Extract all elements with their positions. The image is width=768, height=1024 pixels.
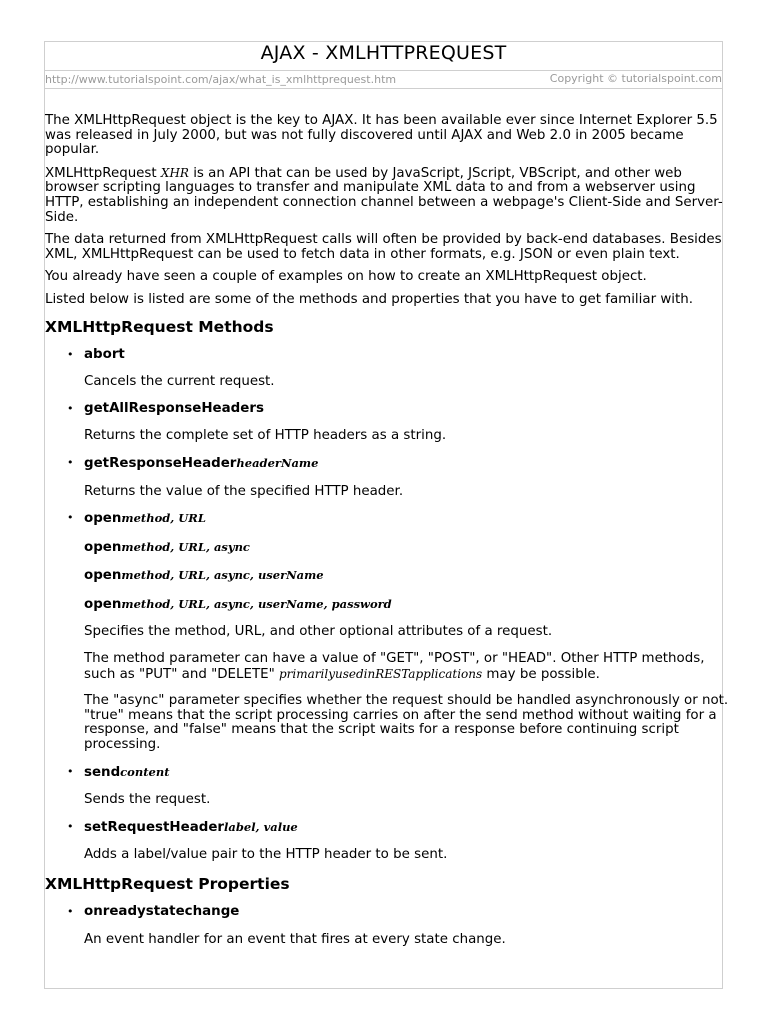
bullet-icon: •	[67, 905, 74, 918]
method-description: The "async" parameter specifies whether the request should be handled asynchronously or not. "true" means that the script processing carries on after the send method without waiting for a response, and "false" means that the script waits for a response before continuing script processing.	[84, 693, 729, 753]
header-divider	[45, 88, 722, 89]
bullet-icon: •	[67, 347, 74, 361]
bullet-icon: •	[67, 401, 74, 415]
listed-below-paragraph: Listed below is listed are some of the methods and properties that you have to get familiar with.	[45, 291, 694, 307]
methods-list	[45, 348, 729, 863]
method-name: abort	[84, 346, 125, 362]
title-divider	[45, 70, 722, 71]
source-url[interactable]: http://www.tutorialspoint.com/ajax/what_is_xmlhttprequest.htm	[45, 73, 397, 86]
method-name: open	[84, 539, 122, 555]
method-args: content	[120, 764, 170, 779]
method-args: method, URL, async, userName, password	[121, 596, 392, 611]
method-description: Specifies the method, URL, and other optional attributes of a request.	[84, 624, 553, 640]
bullet-icon: •	[67, 455, 74, 469]
method-item-send	[45, 765, 729, 808]
copyright-notice: Copyright © tutorialspoint.com	[549, 72, 722, 85]
method-item-setrequestheader	[45, 820, 729, 863]
page-title: AJAX - XMLHTTPREQUEST	[260, 42, 507, 64]
method-args: label, value	[224, 819, 298, 834]
bullet-icon: •	[67, 511, 74, 525]
properties-list	[45, 905, 729, 947]
method-name: open	[84, 511, 122, 527]
data-formats-paragraph: The data returned from XMLHttpRequest calls will often be provided by back-end databases. Besides XML, XMLHttpRequest can be used to fetch data in other formats, e.g. JSON or even plain text.	[45, 232, 722, 262]
method-name: open	[84, 568, 122, 584]
method-name: send	[84, 764, 121, 780]
intro-paragraph: The XMLHttpRequest object is the key to AJAX. It has been available ever since Internet Explorer 5.5 was released in July 2000, but was not fully discovered until AJAX and Web 2.0 in 2005 became popular.	[45, 113, 718, 158]
xhr-definition-paragraph: XMLHttpRequest XHR is an API that can be used by JavaScript, JScript, VBScript, and other web browser scripting languages to transfer and manipulate XML data to and from a webserver using HTTP, establishing an independent connection channel between a webpage's Client-Side and Server-Side.	[45, 165, 723, 225]
methods-heading: XMLHttpRequest Methods	[45, 317, 274, 336]
method-description: Adds a label/value pair to the HTTP header to be sent.	[84, 847, 448, 863]
method-args: method, URL, async	[121, 539, 250, 554]
method-description: Cancels the current request.	[84, 374, 275, 390]
property-description: An event handler for an event that fires at every state change.	[84, 931, 506, 947]
method-name: setRequestHeader	[84, 819, 225, 835]
bullet-icon: •	[67, 819, 74, 833]
method-description: The method parameter can have a value of "GET", "POST", or "HEAD". Other HTTP methods, such as "PUT" and "DELETE" primarilyusedinRESTapplications may be possible.	[84, 651, 705, 682]
method-item-getresponseheader	[45, 456, 729, 499]
rest-note: primarilyusedinRESTapplications	[279, 666, 483, 681]
examples-paragraph: You already have seen a couple of examples on how to create an XMLHttpRequest object.	[45, 269, 647, 285]
method-item-abort	[45, 348, 729, 390]
method-description: Returns the complete set of HTTP headers as a string.	[84, 428, 447, 444]
method-name: getResponseHeader	[84, 455, 237, 471]
property-name: onreadystatechange	[84, 904, 240, 919]
method-args: method, URL, async, userName	[121, 568, 324, 583]
method-args: headerName	[236, 455, 319, 470]
bullet-icon: •	[67, 764, 74, 778]
method-description: Returns the value of the specified HTTP header.	[84, 483, 404, 499]
method-name: open	[84, 596, 122, 612]
article-body	[45, 114, 729, 959]
method-item-open	[45, 511, 729, 753]
property-item-onreadystatechange	[45, 905, 729, 947]
method-args: method, URL	[121, 511, 206, 526]
properties-heading: XMLHttpRequest Properties	[45, 875, 290, 893]
method-description: Sends the request.	[84, 792, 211, 808]
xhr-abbreviation: XHR	[160, 165, 189, 180]
method-name: getAllResponseHeaders	[84, 400, 264, 416]
document-page	[44, 41, 729, 989]
method-item-getallresponseheaders	[45, 402, 729, 444]
